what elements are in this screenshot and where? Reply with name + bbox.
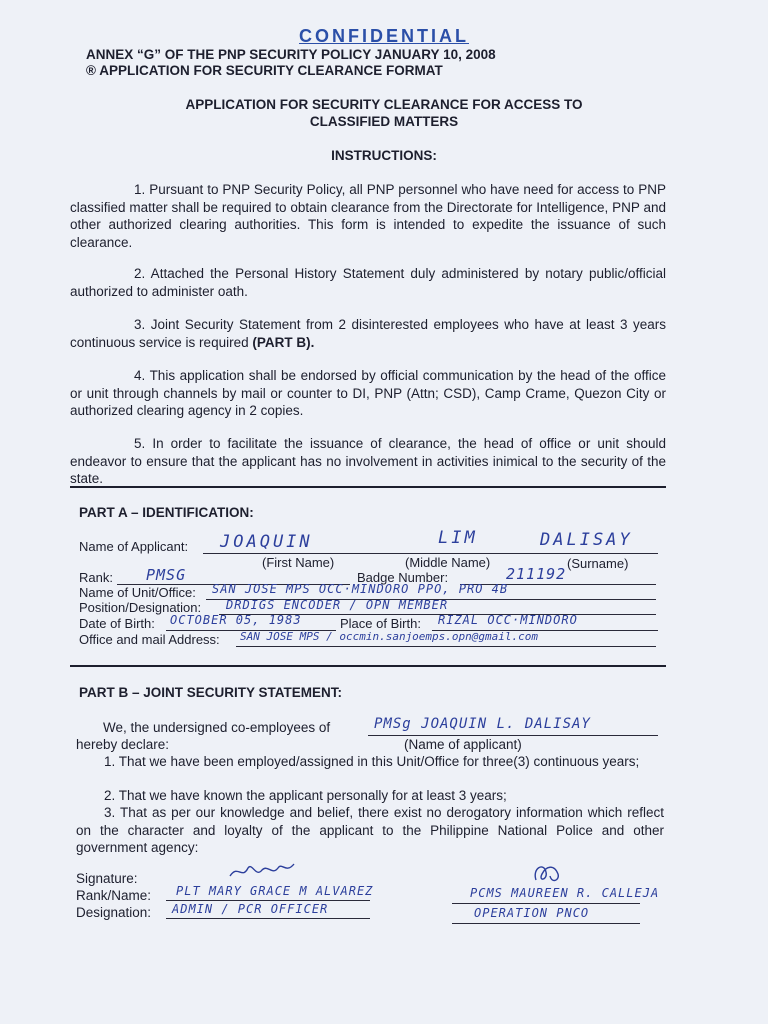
applicant-value: PMSg JOAQUIN L. DALISAY <box>374 716 591 732</box>
annex-line-2: ® APPLICATION FOR SECURITY CLEARANCE FORMAT <box>86 63 443 78</box>
first-name-caption: (First Name) <box>262 555 335 570</box>
instructions-heading: INSTRUCTIONS: <box>331 148 437 163</box>
address-label: Office and mail Address: <box>79 632 220 647</box>
dob-value: OCTOBER 05, 1983 <box>170 613 302 627</box>
signer-2-designation: OPERATION PNCO <box>474 906 590 920</box>
part-b-item-3 <box>76 804 664 857</box>
applicant-line <box>368 735 658 736</box>
surname-value: DALISAY <box>540 530 633 550</box>
pob-value: RIZAL OCC·MINDORO <box>438 613 578 627</box>
dob-label: Date of Birth: <box>79 616 155 631</box>
signer-2-rank-name: PCMS MAUREEN R. CALLEJA <box>470 886 660 900</box>
rank-label: Rank: <box>79 570 113 585</box>
signer-2-designation-line <box>452 923 640 924</box>
form-title <box>0 96 768 130</box>
pob-label: Place of Birth: <box>340 616 421 631</box>
signer-2-signature <box>528 860 568 888</box>
annex-heading <box>86 47 496 79</box>
part-b-intro: We, the undersigned co-employees of <box>103 720 331 735</box>
instruction-5-text: 5. In order to facilitate the issuance of clearance, the head of office or unit should endeavor to ensure that the applicant has no involvement in activities inimical to the security of the state. <box>70 436 666 486</box>
address-value: SAN JOSE MPS / occmin.sanjoemps.opn@gmail.com <box>240 630 539 643</box>
first-name-value: JOAQUIN <box>220 532 313 552</box>
instruction-4-text: 4. This application shall be endorsed by official communication by the head of the office or unit through channels by mail or counter to DI, PNP (Attn; CSD), Camp Crame, Quezon City or authorized clearing agency in 2 copies. <box>70 368 666 418</box>
divider-middle <box>70 665 666 667</box>
middle-name-value: LIM <box>438 528 478 548</box>
instruction-1-text: 1. Pursuant to PNP Security Policy, all PNP personnel who have need for access to PNP classified matter shall be required to obtain clearance from the Directorate for Intelligence, PNP and other authorized clearing authorities. This form is intended to expedite the issuance of such clearance. <box>70 182 666 250</box>
instruction-4 <box>70 367 666 420</box>
part-b-title: PART B – JOINT SECURITY STATEMENT: <box>79 685 343 700</box>
signer-1-rank-line <box>166 900 370 901</box>
part-b-item-2 <box>76 787 664 805</box>
instruction-2 <box>70 265 666 300</box>
applicant-name-line <box>203 553 658 554</box>
instruction-3 <box>70 316 666 351</box>
hereby-declare: hereby declare: <box>76 737 170 752</box>
signer-1-rank-name: PLT MARY GRACE M ALVAREZ <box>176 884 374 898</box>
instruction-3-bold: (PART B). <box>252 334 315 350</box>
unit-label: Name of Unit/Office: <box>79 585 196 600</box>
part-b-item-2-text: 2. That we have known the applicant personally for at least 3 years; <box>104 788 507 803</box>
instruction-3-text: 3. Joint Security Statement from 2 disinterested employees who have at least 3 years continuous service is required <box>70 317 666 350</box>
unit-value: SAN JOSE MPS OCC·MINDORO PPO, PRO 4B <box>212 582 509 596</box>
signer-1-designation: ADMIN / PCR OFFICER <box>172 902 329 916</box>
middle-name-caption: (Middle Name) <box>405 555 491 570</box>
signature-label: Signature: <box>76 871 138 886</box>
confidential-header: CONFIDENTIAL <box>299 26 469 46</box>
badge-value: 211192 <box>506 565 567 583</box>
badge-label: Badge Number: <box>357 570 449 585</box>
rank-name-label: Rank/Name: <box>76 888 152 903</box>
designation-label: Designation: <box>76 905 152 920</box>
signer-1-designation-line <box>166 918 370 919</box>
instruction-1 <box>70 181 666 251</box>
position-value: DRDIGS ENCODER / OPN MEMBER <box>226 598 449 612</box>
form-title-line-1: APPLICATION FOR SECURITY CLEARANCE FOR ACCESS TO <box>185 97 583 112</box>
instruction-5 <box>70 435 666 488</box>
applicant-name-label: Name of Applicant: <box>79 539 189 554</box>
rank-value: PMSG <box>146 566 187 584</box>
position-label: Position/Designation: <box>79 600 202 615</box>
surname-caption: (Surname) <box>567 556 629 571</box>
signer-2-rank-line <box>452 903 640 904</box>
part-b-item-3-text: 3. That as per our knowledge and belief, there exist no derogatory information which reflect on the character and loyalty of the applicant to the Philippine National Police and other government agency: <box>76 805 664 855</box>
part-b-item-1 <box>76 753 664 771</box>
applicant-caption: (Name of applicant) <box>404 737 522 752</box>
divider-top <box>70 486 666 488</box>
form-title-line-2: CLASSIFIED MATTERS <box>309 114 459 129</box>
part-a-title: PART A – IDENTIFICATION: <box>79 505 254 520</box>
address-line <box>236 646 656 647</box>
part-b-item-1-text: 1. That we have been employed/assigned in this Unit/Office for three(3) continuous years; <box>104 754 640 769</box>
annex-line-1: ANNEX “G” OF THE PNP SECURITY POLICY JANUARY 10, 2008 <box>86 47 496 62</box>
signer-1-signature <box>228 858 298 884</box>
instruction-2-text: 2. Attached the Personal History Statement duly administered by notary public/official authorized to administer oath. <box>70 266 666 299</box>
